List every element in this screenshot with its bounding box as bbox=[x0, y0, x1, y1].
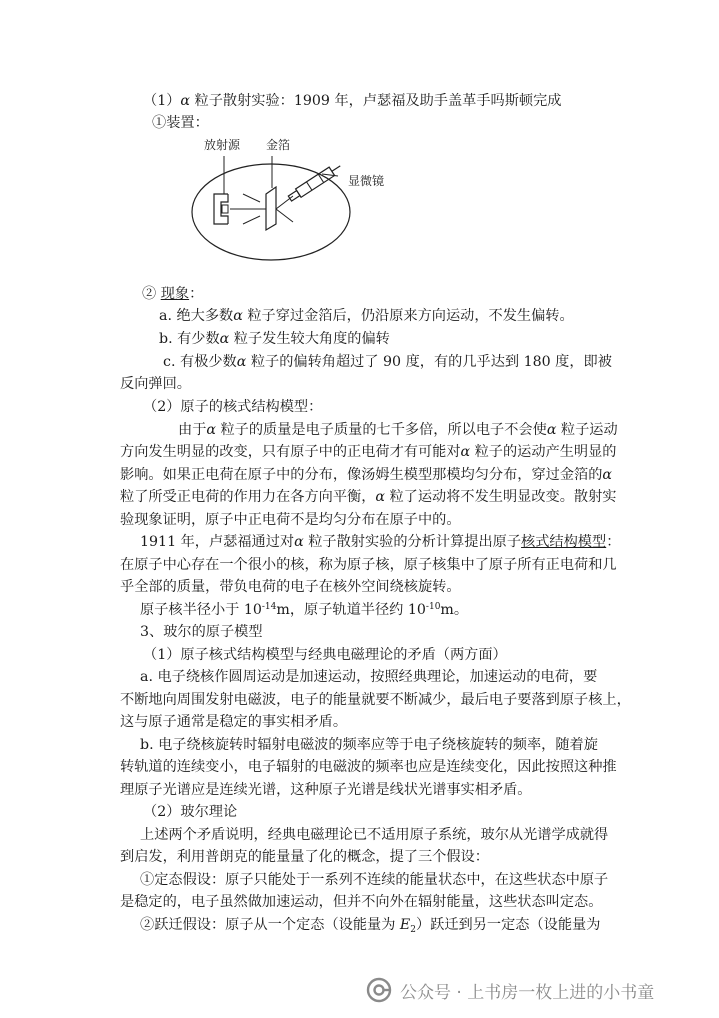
subsection-heading: （2）玻尔理论 bbox=[143, 804, 238, 820]
text: 原子核半径小于 10 bbox=[140, 602, 262, 618]
paragraph-line: 在原子中心存在一个很小的核，称为原子核，原子核集中了原子所有正电荷和几 bbox=[120, 557, 617, 573]
text: 现象 bbox=[160, 286, 190, 302]
alpha-symbol: α bbox=[460, 444, 471, 460]
text: 影响。如果正电荷在原子中的分布，像汤姆生模型那模均匀分布，穿过金箔的 bbox=[120, 467, 603, 483]
paragraph-line: a. 电子绕核作圆周运动是加速运动，按照经典理论，加速运动的电荷，要 bbox=[140, 669, 598, 685]
backscattered-ray bbox=[243, 216, 260, 224]
subscript: 2 bbox=[410, 925, 416, 935]
text: 粒了运动将不发生明显改变。散射实 bbox=[384, 489, 617, 505]
paragraph-line: b. 电子绕核旋转时辐射电磁波的频率应等于电子绕核旋转的频率，随着旋 bbox=[140, 737, 598, 753]
microscope bbox=[287, 162, 343, 203]
energy-symbol: E bbox=[399, 917, 411, 933]
text: 粒子散射实验：1909 年，卢瑟福及助手盖革手吗斯顿完成 bbox=[190, 93, 562, 109]
paragraph-line bbox=[120, 487, 617, 507]
text: 由于 bbox=[178, 422, 207, 438]
alpha-symbol: α bbox=[602, 467, 612, 483]
paragraph-line bbox=[140, 600, 468, 620]
apparatus-diagram bbox=[188, 132, 385, 272]
gold-foil bbox=[266, 187, 276, 230]
exponent: -14 bbox=[261, 602, 277, 612]
text: ②跃迁假设：原子从一个定态（设能量为 bbox=[140, 917, 400, 933]
text: m，原子轨道半径约 10 bbox=[276, 602, 426, 618]
exponent: -10 bbox=[425, 602, 441, 612]
text: 方向发生明显的改变，只有原子中的正电荷才有可能对 bbox=[120, 444, 461, 460]
paragraph-line: 上述两个矛盾说明，经典电磁理论已不适用原子系统，玻尔从光谱学成就得 bbox=[140, 827, 609, 843]
phenomenon-c bbox=[163, 352, 612, 372]
alpha-symbol: α bbox=[375, 489, 385, 505]
paragraph-line: 是稳定的，电子虽然做加速运动，但并不向外在辐射能量，这些状态叫定态。 bbox=[120, 894, 603, 910]
text: 1911 年，卢瑟福通过对 bbox=[140, 534, 295, 550]
paragraph-line bbox=[178, 420, 618, 440]
paragraph-line: ①定态假设：原子只能处于一系列不连续的能量状态中，在这些状态中原子 bbox=[140, 872, 609, 888]
text: 核式结构模型 bbox=[521, 534, 607, 550]
section-nuclear-model-title: （2）原子的核式结构模型： bbox=[143, 399, 323, 415]
text: ： bbox=[189, 286, 204, 302]
paragraph-line: 理原子光谱应是连续光谱，这种原子光谱是线状光谱事实相矛盾。 bbox=[120, 782, 532, 798]
paragraph-line bbox=[120, 442, 617, 462]
text: 粒子的偏转角超过了 90 度，有的几乎达到 180 度，即被 bbox=[246, 354, 612, 370]
apparatus-heading: ①装置： bbox=[152, 115, 209, 131]
phenomena-heading bbox=[142, 284, 203, 304]
text: ）跃迁到另一定态（设能量为 bbox=[415, 917, 601, 933]
paragraph-line bbox=[140, 532, 620, 552]
text: 粒了所受正电荷的作用力在各方向平衡， bbox=[120, 489, 376, 505]
section-alpha-experiment-title bbox=[143, 91, 561, 111]
paragraph-line: 到启发，利用普朗克的能量量了化的概念，提了三个假设： bbox=[120, 849, 489, 865]
paragraph-line: 这与原子通常是稳定的事实相矛盾。 bbox=[120, 714, 348, 730]
label-microscope: 显微镜 bbox=[348, 174, 385, 188]
text: a. 绝大多数 bbox=[159, 308, 234, 324]
text: m。 bbox=[440, 602, 469, 618]
text: ： bbox=[606, 534, 621, 550]
paragraph-line: 验现象证明，原子中正电荷不是均匀分布在原子中的。 bbox=[120, 512, 461, 528]
backscattered-ray bbox=[243, 194, 260, 202]
text: 粒子的质量是电子质量的七千多倍，所以电子不会使 bbox=[215, 422, 547, 438]
scattered-ray bbox=[276, 209, 293, 222]
alpha-symbol: α bbox=[546, 422, 557, 438]
subsection-heading: （1）原子核式结构模型与经典电磁理论的矛盾（两方面） bbox=[143, 647, 507, 663]
phenomenon-a bbox=[159, 306, 574, 326]
phenomenon-b bbox=[159, 329, 390, 349]
vacuum-chamber bbox=[192, 164, 350, 260]
radiation-source bbox=[222, 205, 228, 213]
text: 粒子运动 bbox=[556, 422, 618, 438]
apparatus-drawing bbox=[188, 132, 378, 272]
microscope-pointer bbox=[322, 174, 338, 176]
paragraph-line: 转轨道的连续变小，电子辐射的电磁波的频率也应是连续变化，因此按照这种推 bbox=[120, 759, 617, 775]
alpha-symbol: α bbox=[180, 93, 190, 109]
alpha-symbol: α bbox=[236, 354, 247, 370]
text: 粒子散射实验的分析计算提出原子 bbox=[303, 534, 522, 550]
text: 粒子的运动产生明显的 bbox=[470, 444, 617, 460]
paragraph-line bbox=[120, 465, 612, 485]
section-bohr-model-heading: 3、玻尔的原子模型 bbox=[140, 624, 263, 640]
paragraph-line: 不断地向周围发射电磁波，电子的能量就要不断减少，最后电子要落到原子核上， bbox=[120, 692, 631, 708]
text: （1） bbox=[143, 93, 181, 109]
label-radiation-source: 放射源 bbox=[204, 138, 241, 152]
watermark-text: 公众号 · 上书房一枚上进的小书童 bbox=[400, 982, 655, 1003]
alpha-symbol: α bbox=[219, 331, 230, 347]
scattered-ray bbox=[276, 196, 293, 209]
watermark bbox=[366, 975, 654, 1005]
text: c. 有极少数 bbox=[163, 354, 237, 370]
text: ② bbox=[142, 286, 161, 302]
wechat-official-account-icon bbox=[366, 977, 392, 1003]
text: b. 有少数 bbox=[159, 331, 220, 347]
alpha-symbol: α bbox=[294, 534, 304, 550]
paragraph-line: 乎全部的质量，带负电荷的电子在核外空间绕核旋转。 bbox=[120, 579, 461, 595]
text: 粒子穿过金箔后，仍沿原来方向运动，不发生偏转。 bbox=[242, 308, 574, 324]
alpha-symbol: α bbox=[233, 308, 243, 324]
paragraph-line bbox=[140, 915, 600, 935]
label-gold-foil: 金箔 bbox=[266, 138, 291, 152]
text: 粒子发生较大角度的偏转 bbox=[229, 331, 390, 347]
paragraph-line: 反向弹回。 bbox=[120, 376, 191, 392]
alpha-symbol: α bbox=[206, 422, 216, 438]
